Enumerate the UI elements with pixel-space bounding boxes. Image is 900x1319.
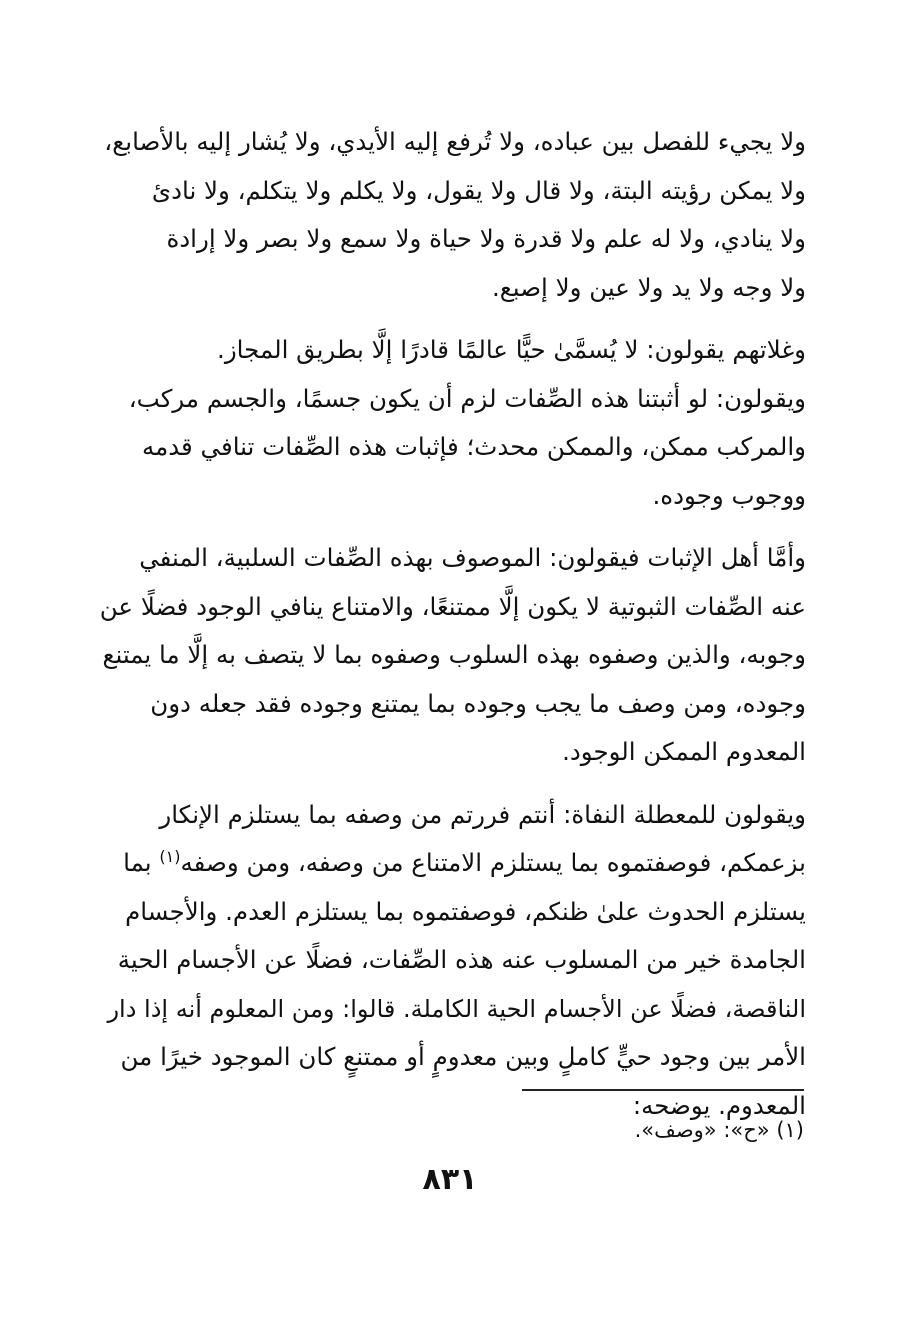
text-line: وجوده، ومن وصف ما يجب وجوده بما يمتنع وجوده فقد جعله دون <box>150 688 806 718</box>
footnote-divider <box>522 1089 804 1091</box>
text-line: المعدوم الممكن الوجود. <box>562 737 806 766</box>
text-line: ولا ينادي، ولا له علم ولا قدرة ولا حياة ولا سمع ولا بصر ولا إرادة <box>166 224 806 253</box>
footnote: (١) «ح»: «وصف». <box>634 1118 804 1142</box>
text-line: والمركب ممكن، والممكن محدث؛ فإثبات هذه الصِّفات تنافي قدمه <box>141 432 806 461</box>
text-line <box>96 839 806 888</box>
text-line: الجامدة خير من المسلوب عنه هذه الصِّفات، فضلًا عن الأجسام الحية <box>117 945 806 974</box>
text-line: ويقولون للمعطلة النفاة: أنتم فررتم من وصفه بما يستلزم الإنكار <box>159 799 806 829</box>
text-line: وأمَّا أهل الإثبات فيقولون: الموصوف بهذه الصِّفات السلبية، المنفي <box>139 543 806 572</box>
text-line: ويقولون: لو أثبتنا هذه الصِّفات لزم أن يكون جسمًا، والجسم مركب، <box>128 383 806 413</box>
text-line: الأمر بين وجود حيٍّ كاملٍ وبين معدومٍ أو ممتنعٍ كان الموجود خيرًا من <box>120 1042 806 1071</box>
text-line: المعدوم. يوضحه: <box>632 1090 806 1120</box>
paragraph-1 <box>96 118 806 312</box>
text-line: يستلزم الحدوث علىٰ ظنكم، فوصفتموه بما يستلزم العدم. والأجسام <box>125 896 806 926</box>
text-segment: بزعمكم، فوصفتموه بما يستلزم الامتناع من وصفه، ومن وصفه <box>180 848 806 877</box>
text-line: ولا يمكن رؤيته البتة، ولا قال ولا يقول، ولا يكلم ولا يتكلم، ولا نادئ <box>151 175 806 205</box>
text-line: ولا يجيء للفصل بين عباده، ولا تُرفع إليه الأيدي، ولا يُشار إليه بالأصابع، <box>104 127 806 156</box>
page-number: ٨٣١ <box>422 1162 478 1197</box>
text-line: وجوبه، والذين وصفوه بهذه السلوب وصفوه بما لا يتصف به إلَّا ما يمتنع <box>102 640 806 669</box>
footnote-reference[interactable]: (١) <box>159 846 181 866</box>
text-line: الناقصة، فضلًا عن الأجسام الحية الكاملة. قالوا: ومن المعلوم أنه إذا دار <box>107 994 806 1023</box>
paragraph-2 <box>96 326 806 520</box>
paragraph-4 <box>96 791 806 1131</box>
text-line: وغلاتهم يقولون: لا يُسمَّىٰ حيًّا عالمًا قادرًا إلَّا بطريق المجاز. <box>217 335 806 364</box>
text-segment: بما <box>123 848 152 877</box>
page-body <box>96 118 806 1130</box>
text-line: عنه الصِّفات الثبوتية لا يكون إلَّا ممتنعًا، والامتناع ينافي الوجود فضلًا عن <box>99 591 806 621</box>
text-line: ولا وجه ولا يد ولا عين ولا إصبع. <box>491 272 806 302</box>
text-line: ووجوب وجوده. <box>652 480 806 510</box>
paragraph-3 <box>96 534 806 777</box>
